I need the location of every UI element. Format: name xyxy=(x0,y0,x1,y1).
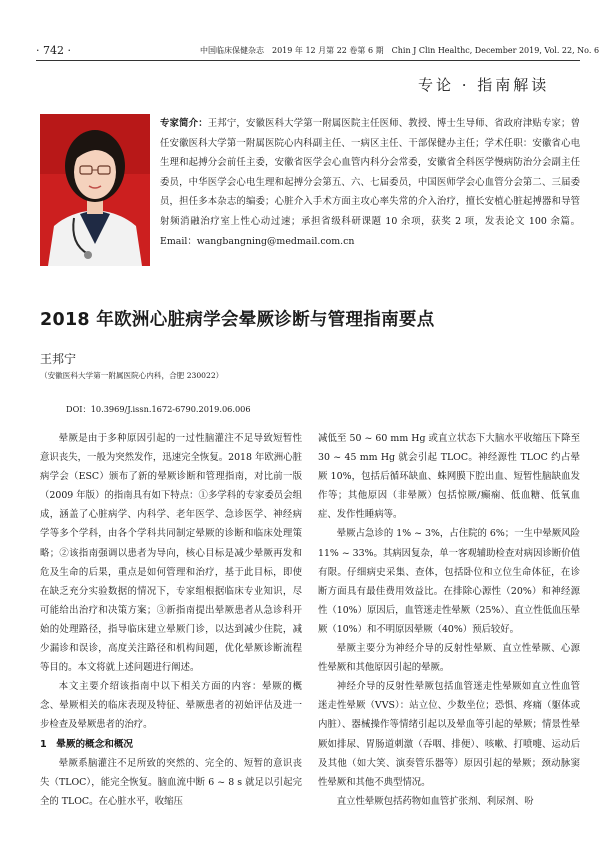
article-title: 2018 年欧洲心脏病学会晕厥诊断与管理指南要点 xyxy=(40,310,435,330)
paragraph: 直立性晕厥包括药物如血管扩张剂、利尿剂、吩 xyxy=(336,795,534,807)
paragraph: 晕厥主要分为神经介导的反射性晕厥、直立性晕厥、心源性晕厥和其他原因引起的晕厥。 xyxy=(318,643,580,674)
article-doi: DOI：10.3969/J.issn.1672-6790.2019.06.006 xyxy=(66,404,251,414)
paragraph: 本文主要介绍该指南中以下相关方面的内容：晕厥的概念、晕厥相关的临床表现及特征、晕厥患者的初始评估及进一步检查及晕厥患者的治疗。 xyxy=(40,681,302,731)
paragraph: 神经介导的反射性晕厥包括血管迷走性晕厥如直立性血管迷走性晕厥（VVS）：站立位、少数坐位；恐惧、疼痛（躯体或内脏）、器械操作等情绪引起以及晕血等引起的晕厥；情景性晕厥如排尿、胃肠道刺激（吞咽、排便）、咳嗽、打喷嚏、运动后及其他（如大笑、演奏管乐器等）原因引起的晕厥；颈动脉窦性晕厥和其他不典型情况。 xyxy=(318,681,580,788)
paragraph: 晕厥是由于多种原因引起的一过性脑灌注不足导致短暂性意识丧失，一般为突然发作，迅速完全恢复。2018 年欧洲心脏病学会（ESC）颁布了新的晕厥诊断和管理指南，对比前一版（2009 年版）的指南具有如下特点：①多学科的专家委员会组成，涵盖了心脏病学、内科学、老年医学、急诊医学、神经病学等多个学科，由各个学科共同制定晕厥的诊断和临床处理策略；②该指南强调以患者为导向，核心目标是减少晕厥再发和危及生命的后果，重点是如何管理和治疗，基于此目标，即使在缺乏充分实验数据的情况下，专家组根据临床专业知识，尽可能给出治疗和决策方案；③新指南提出晕厥患者从急诊科开始的处理路径，指导临床建立晕厥门诊，以达到减少住院，减少漏诊和误诊，高度关注路径和机构间题，优化晕厥诊断流程等目的。本文将就上述问题进行阐述。 xyxy=(40,433,302,674)
journal-header: 中国临床保健杂志 2019 年 12 月第 22 卷第 6 期 Chin J Clin Healthc, December 2019, Vol. 22, No. 6 xyxy=(200,46,600,55)
expert-bio xyxy=(160,114,580,251)
paragraph: 减低至 50 ~ 60 mm Hg 或直立状态下大脑水平收缩压下降至 30 ~ 45 mm Hg 就会引起 TLOC。神经源性 TLOC 约占晕厥 10%，包括后循环缺血、蛛网膜下腔出血、短暂性脑缺血发作等；其他原因（非晕厥）包括惊厥/癫痫、低血糖、低氧血症、发作性睡病等。 xyxy=(318,433,580,521)
expert-bio-text: 王邦宁，安徽医科大学第一附属医院主任医师、教授、博士生导师、省政府津贴专家；曾任安徽医科大学第一附属医院心内科副主任、一病区主任、干部保健办主任；学术任职：安徽省心电生理和起搏分会前任主委，安徽省医学会心血管内科分会常委，安徽省全科医学慢病防治分会副主任委员，中华医学会心电生理和起搏分会第五、六、七届委员，中国医师学会心血管分会第二、三届委员，担任多本杂志的编委；心脏介入手术方面主攻心率失常的介入治疗，擅长安植心脏起搏器和导管射频消融治疗室上性心动过速；承担省级科研课题 10 余项，获奖 2 项，发表论文 100 余篇。Email：wangbangning@medmail.com.cn xyxy=(160,118,580,247)
header-divider xyxy=(36,60,580,61)
author-photo xyxy=(40,114,150,266)
page-number: · 742 · xyxy=(36,44,71,57)
section-title: 专论 · 指南解读 xyxy=(418,76,550,94)
expert-bio-label: 专家简介： xyxy=(160,118,208,129)
author-affiliation: （安徽医科大学第一附属医院心内科，合肥 230022） xyxy=(40,371,224,380)
section-heading: 1 晕厥的概念和概况 xyxy=(40,738,134,750)
body-column-left xyxy=(40,429,302,811)
paragraph: 晕厥系脑灌注不足所致的突然的、完全的、短暂的意识丧失（TLOC），能完全恢复。脑血流中断 6 ~ 8 s 就足以引起完全的 TLOC。在心脏水平，收缩压 xyxy=(40,757,302,807)
article-author: 王邦宁 xyxy=(40,352,77,366)
body-column-right xyxy=(318,429,580,811)
paragraph: 晕厥占急诊的 1% ~ 3%，占住院的 6%；一生中晕厥风险 11% ~ 33%。其病因复杂，单一客观辅助检查对病因诊断价值有限。仔细病史采集、查体，包括卧位和立位生命体征，在诊断方面具有最佳费用效益比。在排除心源性（20%）和神经源性（10%）原因后，血管迷走性晕厥（25%）、直立性低血压晕厥（10%）和不明原因晕厥（40%）预后较好。 xyxy=(318,528,580,635)
